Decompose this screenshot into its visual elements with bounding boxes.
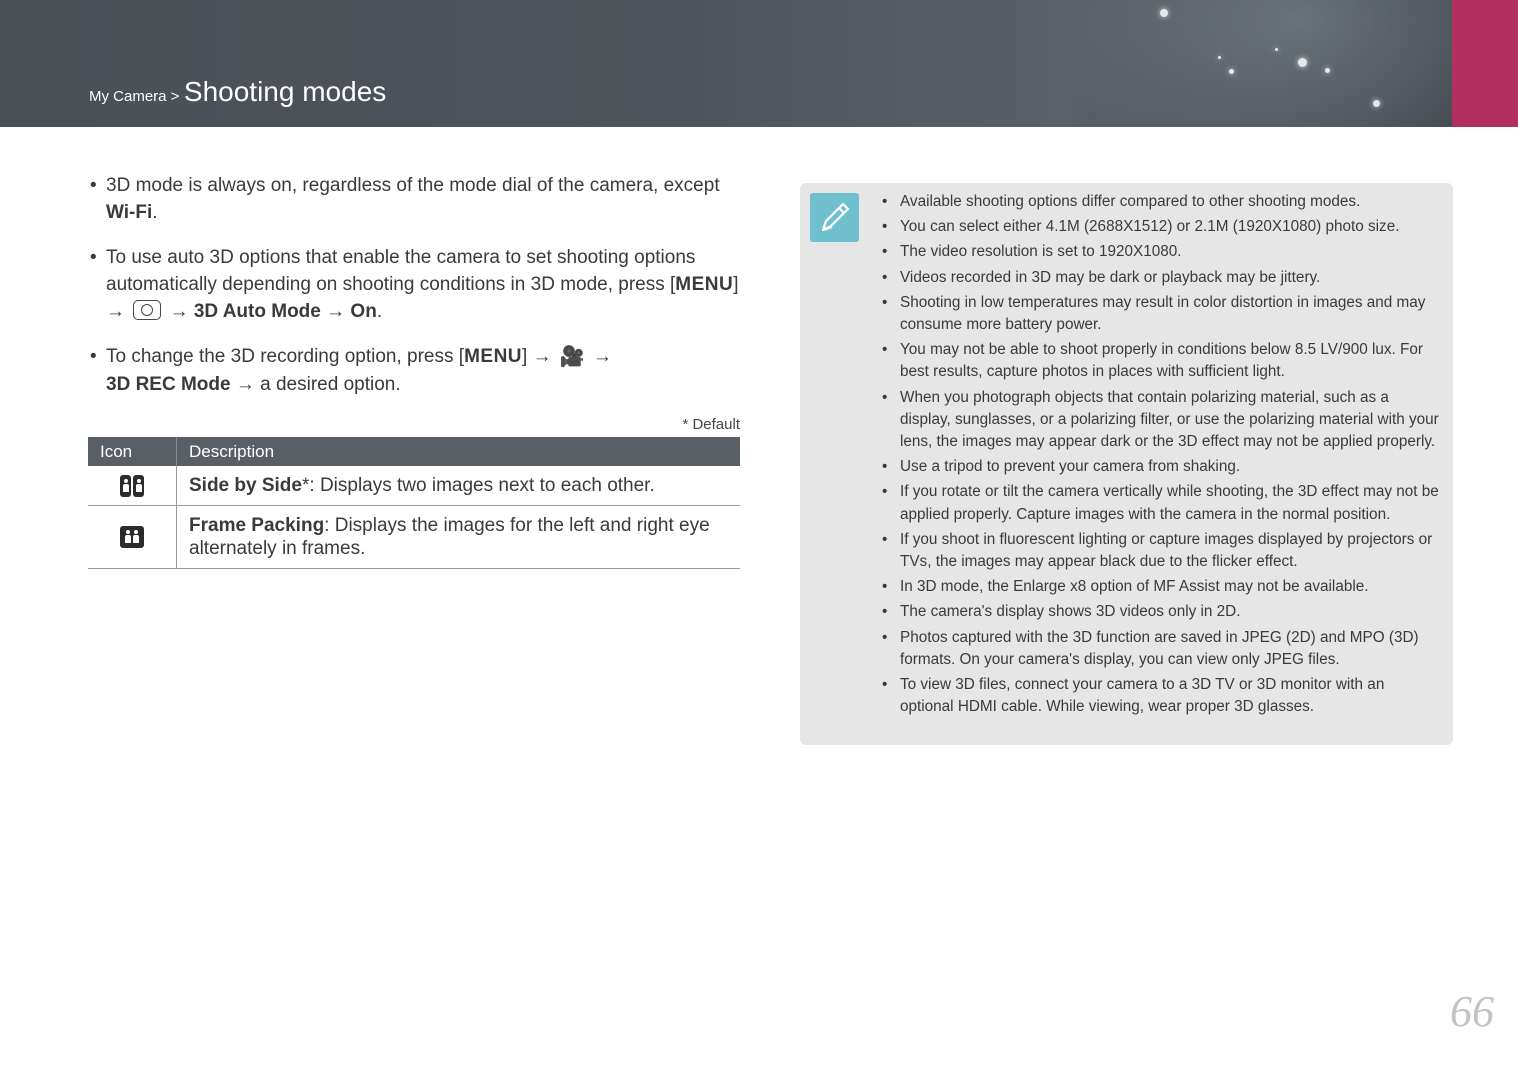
column-header-description: Description	[177, 437, 741, 466]
list-item: • You may not be able to shoot properly in conditions below 8.5 LV/900 lux. For best results, capture photos in places with sufficient light.	[882, 339, 1442, 383]
list-item: • Photos captured with the 3D function are saved in JPEG (2D) and MPO (3D) formats. On your camera's display, you can view only JPEG files.	[882, 627, 1442, 671]
pencil-icon	[810, 193, 859, 242]
menu-option: On	[350, 301, 377, 322]
list-item: • Available shooting options differ compared to other shooting modes.	[882, 191, 1442, 213]
menu-option: 3D Auto Mode	[193, 301, 321, 322]
list-item: • To view 3D files, connect your camera to a 3D TV or 3D monitor with an optional HDMI cable. While viewing, wear proper 3D glasses.	[882, 674, 1442, 718]
description-cell	[177, 506, 741, 569]
sparkle	[1275, 48, 1278, 51]
bullet-item	[88, 343, 740, 398]
default-note: * Default	[682, 416, 740, 433]
menu-button-label: MENU	[675, 274, 734, 295]
option-name: Frame Packing	[189, 515, 325, 536]
menu-option: 3D REC Mode	[106, 374, 231, 395]
list-item: • Videos recorded in 3D may be dark or playback may be jittery.	[882, 267, 1442, 289]
table-row	[88, 506, 740, 569]
sparkle	[1160, 9, 1168, 17]
arrow-text: →	[169, 301, 189, 322]
side-by-side-icon-left	[120, 475, 131, 497]
list-item: • If you rotate or tilt the camera vertically while shooting, the 3D effect may not be applied properly. Capture images with the camera in the normal position.	[882, 481, 1442, 525]
bullet-text: To change the 3D recording option, press [	[106, 346, 465, 367]
list-item: • If you shoot in fluorescent lighting or capture images displayed by projectors or TVs, the images may appear black due to the flicker effect.	[882, 529, 1442, 573]
list-item: • In 3D mode, the Enlarge x8 option of MF Assist may not be available.	[882, 576, 1442, 598]
bullet-item	[88, 172, 740, 226]
page-title: Shooting modes	[183, 76, 387, 107]
table-header-row	[88, 437, 740, 466]
option-description: : Displays two images next to each other.	[309, 475, 655, 496]
side-by-side-icon-right	[133, 475, 144, 497]
sparkle	[1229, 69, 1234, 74]
frame-packing-icon	[120, 526, 144, 548]
header-accent-tab	[1452, 0, 1518, 127]
sparkle	[1298, 58, 1307, 67]
sparkle	[1373, 100, 1380, 107]
header-glow	[1040, 0, 1518, 127]
bullet-text: .	[152, 202, 158, 223]
page-number: 66	[1450, 987, 1494, 1036]
icon-cell	[88, 466, 177, 506]
bullet-item	[88, 244, 740, 325]
table-row	[88, 466, 740, 506]
sparkle	[1218, 56, 1221, 59]
list-item: • The camera's display shows 3D videos only in 2D.	[882, 601, 1442, 623]
bullet-text: a desired option.	[260, 374, 401, 395]
option-description: : Displays the images for the left and right eye alternately in frames.	[189, 515, 710, 559]
menu-button-label: MENU	[464, 346, 523, 367]
arrow-text: ] →	[106, 274, 739, 322]
video-camera-icon: 🎥	[559, 346, 585, 368]
note-box	[800, 183, 1453, 745]
list-item: • You can select either 4.1M (2688X1512) or 2.1M (1920X1080) photo size.	[882, 216, 1442, 238]
description-cell	[177, 466, 741, 506]
list-item: • Use a tripod to prevent your camera from shaking.	[882, 456, 1442, 478]
main-content	[88, 172, 740, 569]
bullet-text: To use auto 3D options that enable the camera to set shooting options automatically depending on shooting conditions in 3D mode, press [	[106, 247, 696, 295]
camera-icon	[133, 300, 161, 320]
option-name: Side by Side	[189, 475, 302, 496]
list-item: • Shooting in low temperatures may result in color distortion in images and may consume more battery power.	[882, 292, 1442, 336]
sparkle	[1325, 68, 1330, 73]
arrow-text: →	[593, 346, 613, 367]
page-header	[0, 0, 1518, 127]
arrow-text: →	[235, 374, 255, 395]
column-header-icon: Icon	[88, 437, 177, 466]
note-list	[882, 191, 1442, 721]
list-item: • The video resolution is set to 1920X1080.	[882, 241, 1442, 263]
option-table	[88, 437, 740, 569]
breadcrumb-parent[interactable]: My Camera >	[89, 88, 180, 105]
bullet-text: 3D mode is always on, regardless of the mode dial of the camera, except	[106, 175, 720, 196]
icon-cell	[88, 506, 177, 569]
arrow-text: →	[326, 301, 346, 322]
bullet-text: .	[376, 301, 383, 322]
breadcrumb	[89, 76, 386, 108]
list-item: • When you photograph objects that contain polarizing material, such as a display, sunglasses, or a polarizing filter, or use the polarizing material with your lens, the images may appear dark or the 3D effect may not be applied properly.	[882, 387, 1442, 454]
arrow-text: ] →	[522, 346, 552, 367]
wifi-mode-label: Wi-Fi	[106, 202, 153, 223]
side-by-side-icon	[119, 475, 145, 496]
default-mark: *	[301, 475, 310, 496]
